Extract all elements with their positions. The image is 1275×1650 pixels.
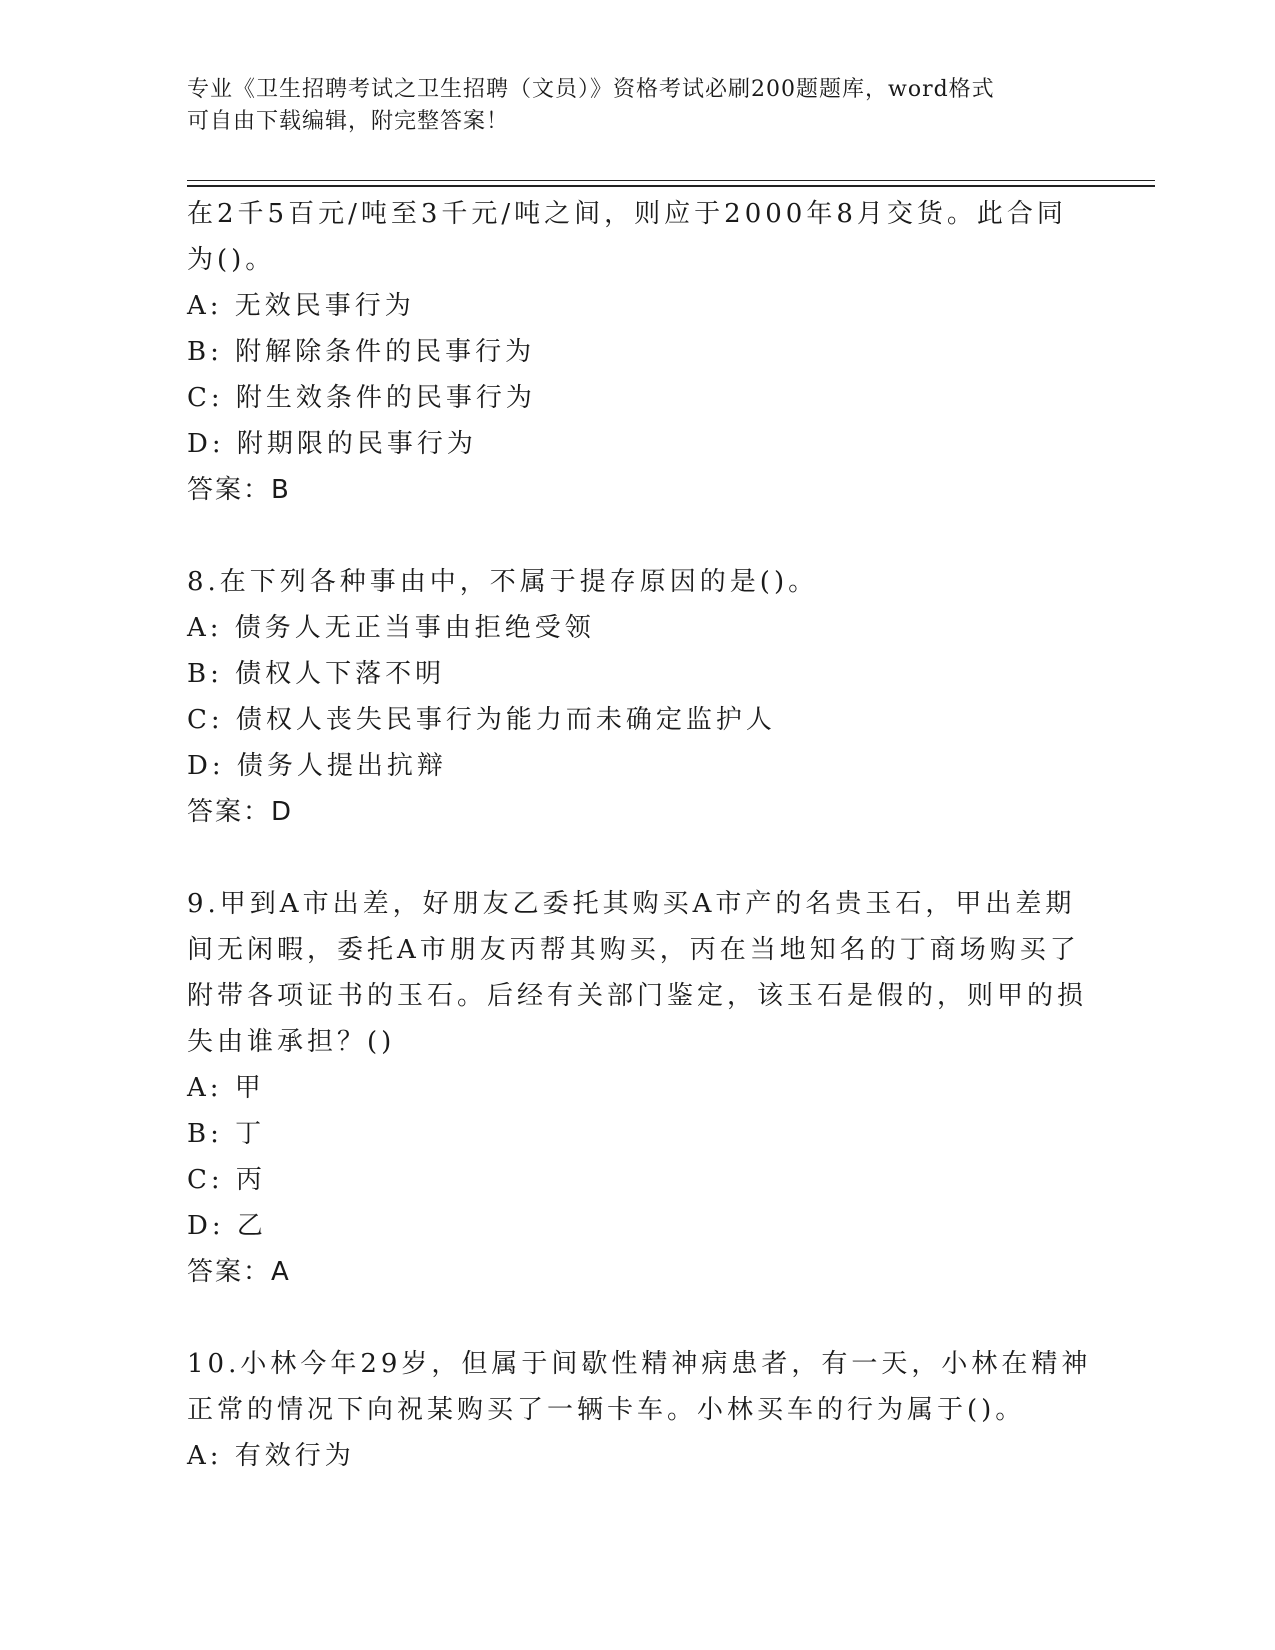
question-text-line: 正常的情况下向祝某购买了一辆卡车。小林买车的行为属于()。 — [187, 1395, 1026, 1425]
spacer — [187, 1295, 1087, 1341]
question-9 — [187, 881, 1087, 1295]
option-a: A: 有效行为 — [187, 1441, 355, 1471]
header-title-line-2: 可自由下载编辑，附完整答案！ — [187, 109, 510, 134]
option-b: B: 附解除条件的民事行为 — [187, 337, 536, 367]
option-a: A: 债务人无正当事由拒绝受领 — [187, 613, 595, 643]
answer-line: 答案：D — [187, 797, 294, 827]
option-d: D: 乙 — [187, 1211, 267, 1241]
answer-line: 答案：B — [187, 475, 291, 505]
option-d: D: 债务人提出抗辩 — [187, 751, 447, 781]
question-8 — [187, 559, 1087, 835]
question-7 — [187, 191, 1087, 513]
answer-line: 答案：A — [187, 1257, 291, 1287]
question-text-line: 8.在下列各种事由中，不属于提存原因的是()。 — [187, 567, 819, 597]
option-b: B: 丁 — [187, 1119, 266, 1149]
option-c: C: 丙 — [187, 1165, 266, 1195]
option-a: A: 甲 — [187, 1073, 265, 1103]
question-text-line: 为()。 — [187, 245, 276, 275]
header-divider-thick — [187, 185, 1155, 187]
option-c: C: 债权人丧失民事行为能力而未确定监护人 — [187, 705, 776, 735]
question-list — [187, 191, 1092, 1479]
question-text-line: 在2千5百元/吨至3千元/吨之间，则应于2000年8月交货。此合同 — [187, 199, 1067, 229]
header-title-line-1: 专业《卫生招聘考试之卫生招聘（文员）》资格考试必刷200题题库，word格式 — [187, 77, 995, 102]
question-text-line: 失由谁承担？() — [187, 1027, 396, 1057]
header-divider-thin — [187, 180, 1155, 181]
option-c: C: 附生效条件的民事行为 — [187, 383, 536, 413]
option-a: A: 无效民事行为 — [187, 291, 415, 321]
question-text-line: 10.小林今年29岁，但属于间歇性精神病患者，有一天，小林在精神 — [187, 1349, 1092, 1379]
question-10 — [187, 1341, 1092, 1479]
question-text-line: 附带各项证书的玉石。后经有关部门鉴定，该玉石是假的，则甲的损 — [187, 981, 1088, 1011]
spacer — [187, 835, 1087, 881]
document-header — [187, 74, 1067, 138]
option-d: D: 附期限的民事行为 — [187, 429, 477, 459]
question-text-line: 9.甲到A市出差，好朋友乙委托其购买A市产的名贵玉石，甲出差期 — [187, 889, 1076, 919]
spacer — [187, 513, 1087, 559]
option-b: B: 债权人下落不明 — [187, 659, 446, 689]
question-text-line: 间无闲暇，委托A市朋友丙帮其购买，丙在当地知名的丁商场购买了 — [187, 935, 1080, 965]
